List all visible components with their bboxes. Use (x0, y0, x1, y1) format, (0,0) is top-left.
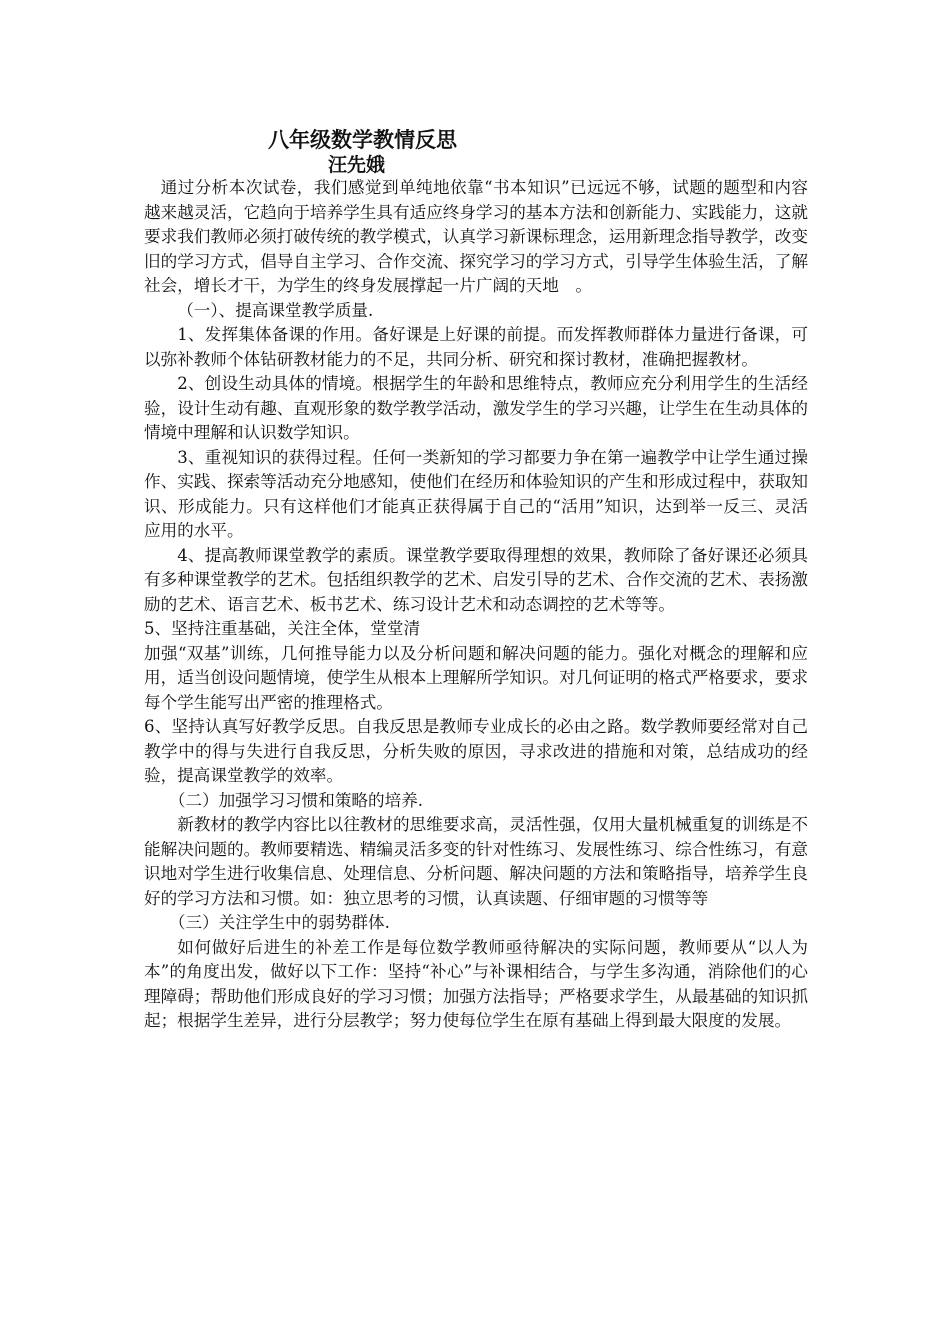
paragraph-item-2: 2、创设生动具体的情境。根据学生的年龄和思维特点，教师应充分利用学生的生活经验，设计生动有趣、直观形象的数学教学活动，激发学生的学习兴趣，让学生在生动具体的情境中理解和认识数学知识。 (144, 374, 808, 442)
document-author: 汪先娥 (328, 154, 386, 176)
paragraph-section-3: 如何做好后进生的补差工作是每位数学教师亟待解决的实际问题，教师要从“以人为本”的角度出发，做好以下工作：坚持“补心”与补课相结合，与学生多沟通，消除他们的心理障碍；帮助他们形成良好的学习习惯；加强方法指导；严格要求学生，从最基础的知识抓起；根据学生差异，进行分层教学；努力使每位学生在原有基础上得到最大限度的发展。 (144, 937, 808, 1030)
section-heading-1: （一）、提高课堂教学质量. (177, 300, 374, 320)
paragraph-intro: 通过分析本次试卷，我们感觉到单纯地依靠“书本知识”已远远不够，试题的题型和内容越来越灵活，它趋向于培养学生具有适应终身学习的基本方法和创新能力、实践能力，这就要求我们教师必须打破传统的教学模式，认真学习新课标理念，运用新理念指导教学，改变旧的学习方式，倡导自主学习、合作交流、探究学习的学习方式，引导学生体验生活，了解社会，增长才干，为学生的终身发展撑起一片广阔的天地 。 (144, 178, 808, 295)
document-body (144, 176, 808, 1034)
document-title: 八年级数学教情反思 (268, 127, 457, 152)
paragraph-item-5-heading: 5、坚持注重基础，关注全体，堂堂清 (144, 619, 421, 638)
paragraph-item-3: 3、重视知识的获得过程。任何一类新知的学习都要力争在第一遍教学中让学生通过操作、实践、探索等活动充分地感知，使他们在经历和体验知识的产生和形成过程中，获取知识、形成能力。只有这样他们才能真正获得属于自己的“活用”知识，达到举一反三、灵活应用的水平。 (144, 447, 808, 540)
paragraph-item-5-body: 加强“双基”训练，几何推导能力以及分析问题和解决问题的能力。强化对概念的理解和应用，适当创设问题情境，使学生从根本上理解所学知识。对几何证明的格式严格要求，要求每个学生能写出严密的推理格式。 (144, 643, 808, 712)
paragraph-item-4: 4、提高教师课堂教学的素质。课堂教学要取得理想的效果，教师除了备好课还必须具有多种课堂教学的艺术。包括组织教学的艺术、启发引导的艺术、合作交流的艺术、表扬激励的艺术、语言艺术、板书艺术、练习设计艺术和动态调控的艺术等等。 (144, 545, 808, 614)
paragraph-item-6: 6、坚持认真写好教学反思。自我反思是教师专业成长的必由之路。数学教师要经常对自己教学中的得与失进行自我反思，分析失败的原因，寻求改进的措施和对策，总结成功的经验，提高课堂教学的效率。 (144, 717, 808, 785)
paragraph-item-1: 1、发挥集体备课的作用。备好课是上好课的前提。而发挥教师群体力量进行备课，可以弥补教师个体钻研教材能力的不足，共同分析、研究和探讨教材，准确把握教材。 (144, 325, 808, 369)
section-heading-2: （二）加强学习习惯和策略的培养. (168, 790, 424, 810)
paragraph-section-2: 新教材的教学内容比以往教材的思维要求高，灵活性强，仅用大量机械重复的训练是不能解决问题的。教师要精选、精编灵活多变的针对性练习、发展性练习、综合性练习，有意识地对学生进行收集信息、处理信息、分析问题、解决问题的方法和策略指导，培养学生良好的学习方法和习惯。如：独立思考的习惯，认真读题、仔细审题的习惯等等 (144, 815, 808, 908)
section-heading-3: （三）关注学生中的弱势群体. (168, 913, 390, 932)
